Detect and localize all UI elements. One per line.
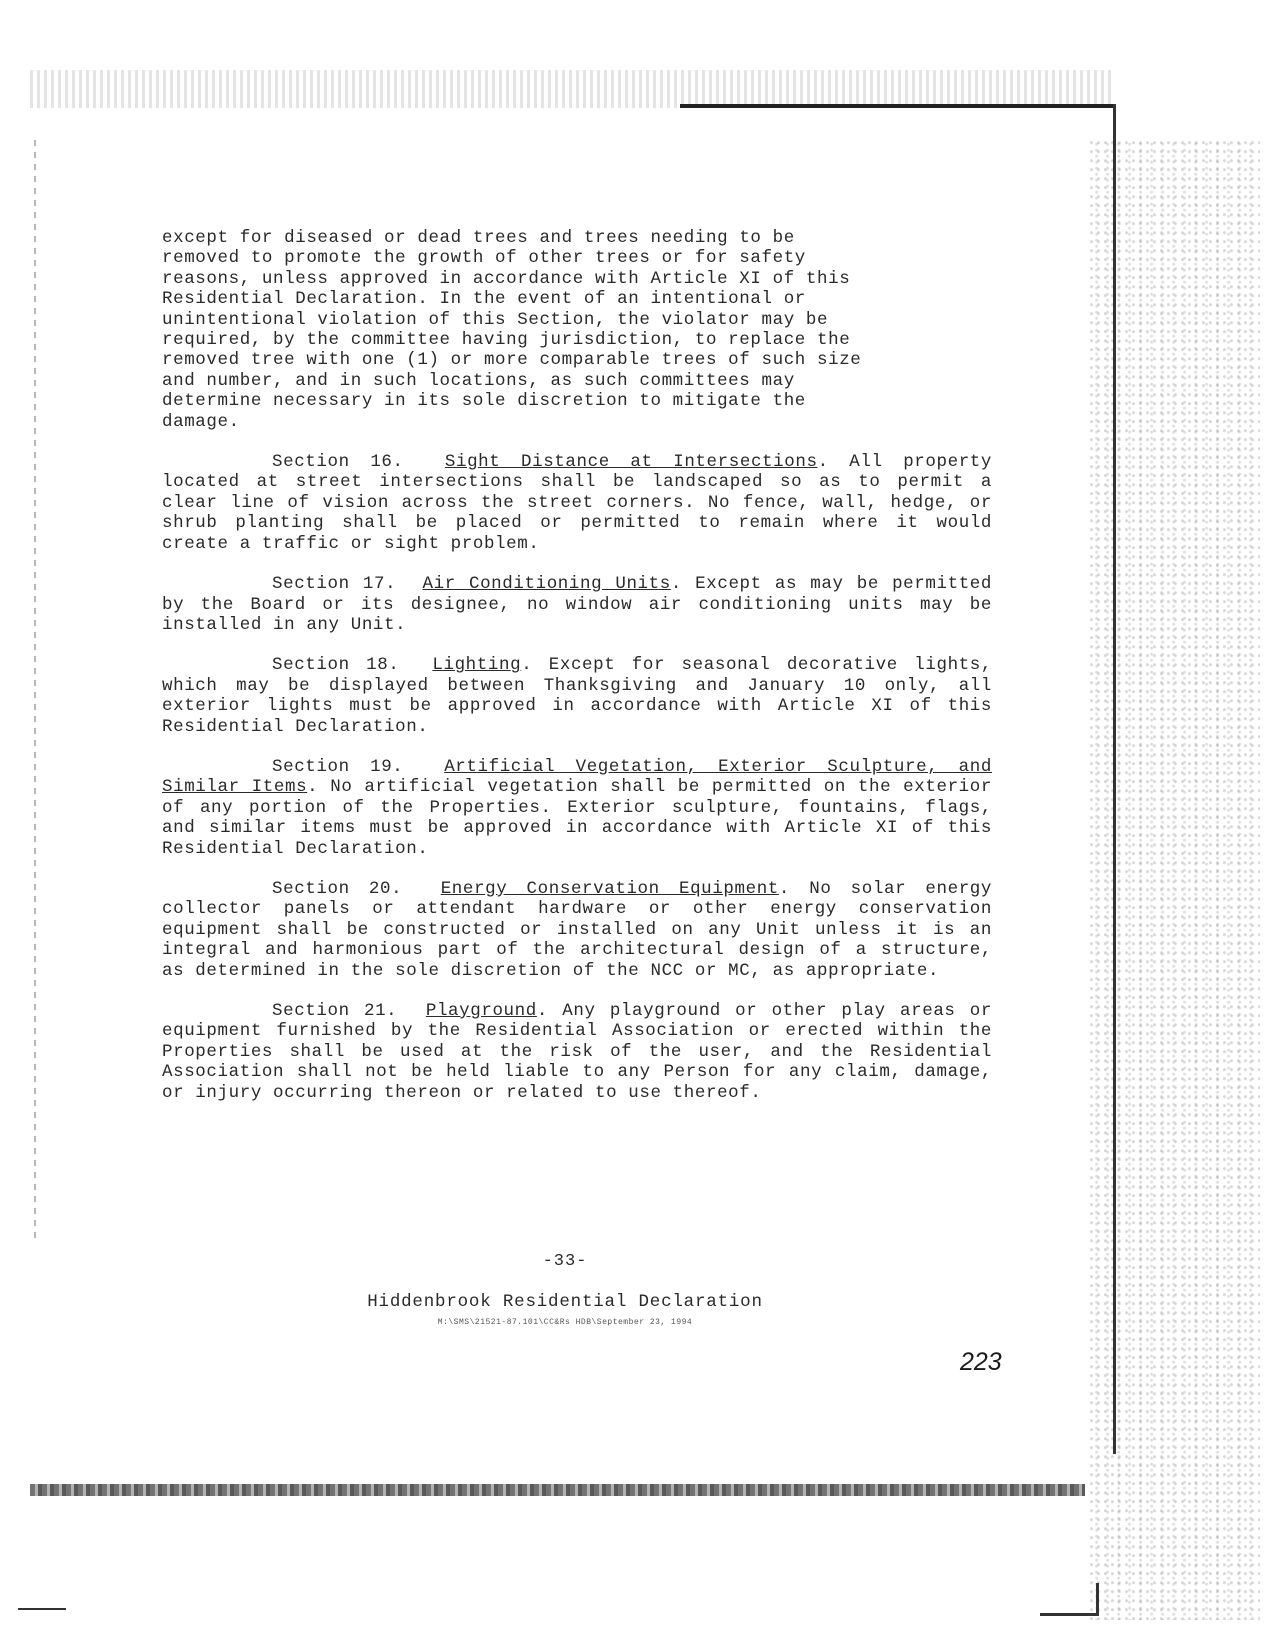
- scan-border-bottom: [30, 1484, 1085, 1496]
- section-16: [162, 452, 992, 554]
- text-line: required, by the committee having jurisdiction, to replace the: [162, 330, 851, 351]
- section-text: . Except as may be permitted by the Board or its designee, no window air conditioning units may be installed in any Unit.: [162, 574, 992, 635]
- section-number: Section 20.: [272, 878, 403, 899]
- page-number: -33-: [542, 1252, 588, 1271]
- section-21: [162, 1001, 992, 1103]
- section-18: [162, 655, 992, 737]
- section-text: . No solar energy collector panels or attendant hardware or other energy conservation equipment shall be constructed or installed on any Unit unless it is an integral and harmonious part of the architectural design of a structure, as determined in the sole discretion of the NCC or MC, as appropriate.: [162, 878, 992, 981]
- section-19: [162, 757, 992, 859]
- section-text: . All property located at street intersections shall be landscaped so as to permit a clear line of vision across the street corners. No fence, wall, hedge, or shrub planting shall be placed or permitted to remain where it would create a traffic or sight problem.: [162, 452, 993, 554]
- text-line: removed tree with one (1) or more comparable trees of such size: [162, 350, 862, 371]
- document-title: Hiddenbrook Residential Declaration: [367, 1292, 763, 1312]
- text-line: Residential Declaration. In the event of an intentional or: [162, 289, 806, 310]
- section-number: Section 16.: [272, 452, 404, 473]
- scan-noise-right: [1090, 140, 1260, 1620]
- section-heading: Artificial Vegetation, Exterior Sculpture, and Similar Items: [162, 756, 992, 798]
- section-heading: Lighting: [432, 655, 522, 676]
- text-line: except for diseased or dead trees and trees needing to be: [162, 228, 795, 248]
- section-text: . Any playground or other play areas or equipment furnished by the Residential Association or erected within the Properties shall be used at the risk of the user, and the Residential Association shall not be held liable to any Person for any claim, damage, or injury occurring thereon or related to use thereof.: [162, 1001, 993, 1103]
- section-20: [162, 879, 992, 981]
- handwritten-page-stamp: 223: [960, 1348, 1002, 1376]
- scan-left-dash: [18, 1608, 66, 1610]
- section-heading: Playground: [425, 1001, 537, 1021]
- scan-corner-bracket: [1040, 1583, 1099, 1616]
- text-line: reasons, unless approved in accordance with Article XI of this: [162, 268, 851, 289]
- section-number: Section 17.: [272, 574, 397, 595]
- scan-border-top: [680, 104, 1115, 108]
- text-line: determine necessary in its sole discretion to mitigate the: [162, 391, 806, 412]
- section-17: [162, 574, 992, 635]
- section-number: Section 21.: [272, 1001, 398, 1021]
- section-text: . Except for seasonal decorative lights, which may be displayed between Thanksgiving and January 10 only, all exterior lights must be approved in accordance with Article XI of this Residential Declaration.: [162, 655, 992, 737]
- text-line: and number, and in such locations, as such committees may: [162, 370, 795, 391]
- section-heading: Air Conditioning Units: [422, 574, 671, 595]
- section-number: Section 18.: [272, 655, 400, 676]
- scan-border-left: [34, 140, 36, 1240]
- scan-edge-top: [30, 70, 1115, 108]
- text-line: unintentional violation of this Section, the violator may be: [162, 309, 829, 330]
- paragraph-continued: [162, 228, 992, 432]
- text-line: removed to promote the growth of other trees or for safety: [162, 248, 806, 269]
- text-line: damage.: [162, 411, 240, 432]
- file-path: M:\SMS\21521-87.101\CC&Rs HDB\September 23, 1994: [437, 1318, 693, 1327]
- section-number: Section 19.: [272, 756, 404, 777]
- document-body: [162, 228, 992, 1123]
- section-heading: Energy Conservation Equipment: [440, 878, 779, 899]
- section-heading: Sight Distance at Intersections: [444, 452, 818, 473]
- section-text: . No artificial vegetation shall be permitted on the exterior of any portion of the Properties. Exterior sculpture, fountains, flags, and similar items must be approved in accordance with Article XI of this Residential Declaration.: [162, 777, 992, 859]
